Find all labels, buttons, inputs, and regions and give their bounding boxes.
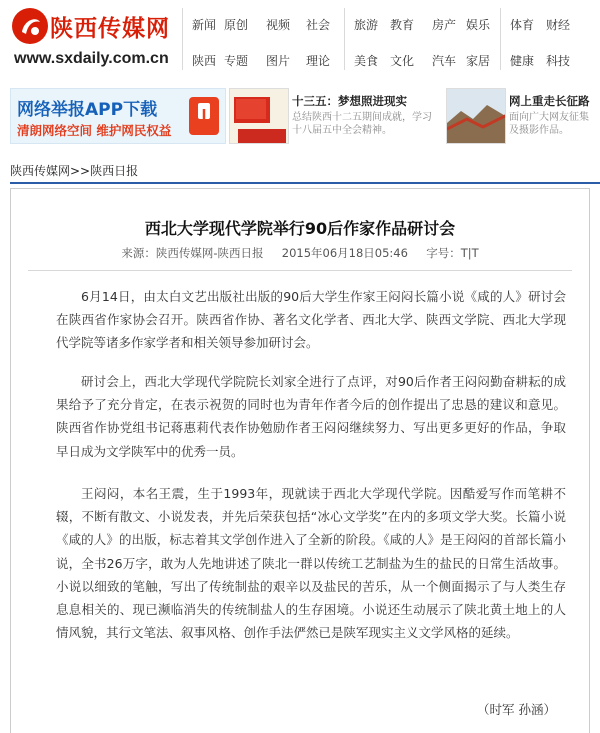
font-size-toggle[interactable]: 字号：T|T bbox=[426, 246, 479, 260]
nav-link-news[interactable]: 新闻 bbox=[192, 18, 217, 32]
site-logo[interactable] bbox=[10, 6, 178, 74]
article-author: （时军 孙涵） bbox=[477, 702, 556, 717]
nav-divider bbox=[500, 8, 501, 70]
meta-divider bbox=[28, 270, 572, 271]
breadcrumb-divider bbox=[10, 182, 600, 184]
nav-link-video[interactable]: 视频 bbox=[266, 18, 291, 32]
article-source: 来源：陕西传媒网-陕西日报 bbox=[121, 246, 264, 260]
great-wall-photo-icon bbox=[447, 89, 506, 144]
promo-title-longmarch[interactable]: 网上重走长征路 bbox=[509, 94, 590, 108]
promo-desc-dream-1: 总结陕西十二五期间成就，学习 bbox=[292, 112, 432, 123]
promo-desc-longmarch-1: 面向广大网友征集 bbox=[509, 112, 589, 123]
nav-link-auto[interactable]: 汽车 bbox=[432, 54, 457, 68]
promo-desc-dream-2: 十八届五中全会精神。 bbox=[292, 125, 392, 136]
site-header bbox=[0, 0, 600, 80]
nav-link-food[interactable]: 美食 bbox=[354, 54, 379, 68]
logo-url: www.sxdaily.com.cn bbox=[14, 50, 169, 67]
nav-link-entertainment[interactable]: 娱乐 bbox=[466, 18, 491, 32]
nav-link-realestate[interactable]: 房产 bbox=[432, 18, 457, 32]
nav-link-topics[interactable]: 专题 bbox=[224, 54, 249, 68]
article-meta bbox=[0, 245, 600, 261]
nav-divider bbox=[344, 8, 345, 70]
logo-text: 陕西传媒网 bbox=[50, 16, 170, 42]
nav-link-theory[interactable]: 理论 bbox=[306, 54, 331, 68]
logo-mark-icon bbox=[10, 6, 50, 46]
promo-image-longmarch[interactable] bbox=[446, 88, 506, 144]
download-app-icon bbox=[189, 97, 219, 135]
ad-title: 网络举报APP下载 bbox=[17, 100, 158, 120]
article-paragraph: 6月14日，由太白文艺出版社出版的90后大学生作家王闷闷长篇小说《咸的人》研讨会在陕西省作家协会召开。陕西省作协、著名文化学者、西北大学、陕西文学院、西北大学现代学院等诸多作家学者和相关领导参加研讨会。 bbox=[56, 289, 566, 351]
promo-title-dream[interactable]: 十三五：梦想照进现实 bbox=[292, 94, 407, 108]
banner-strip bbox=[0, 84, 600, 148]
promo-desc-longmarch-2: 及摄影作品。 bbox=[509, 125, 569, 136]
nav-link-health[interactable]: 健康 bbox=[510, 54, 535, 68]
nav-link-tech[interactable]: 科技 bbox=[546, 54, 571, 68]
nav-link-photos[interactable]: 图片 bbox=[266, 54, 291, 68]
nav-divider bbox=[182, 8, 183, 70]
breadcrumb[interactable]: 陕西传媒网>>陕西日报 bbox=[10, 164, 139, 178]
nav-link-original[interactable]: 原创 bbox=[224, 18, 249, 32]
nav-link-culture[interactable]: 文化 bbox=[390, 54, 415, 68]
nav-link-sports[interactable]: 体育 bbox=[510, 18, 535, 32]
article-title: 西北大学现代学院举行90后作家作品研讨会 bbox=[144, 219, 456, 238]
article-paragraph: 研讨会上，西北大学现代学院院长刘家全进行了点评，对90后作者王闷闷勤奋耕耘的成果给予了充分肯定，在表示祝贺的同时也为青年作者今后的创作提出了忠恳的建议和意见。陕西省作协党组书记蒋惠莉代表作协勉励作者王闷闷继续努力、写出更多更好的作品，争取早日成为文学陕军中的优秀一员。 bbox=[56, 374, 566, 459]
promo-image-dream[interactable] bbox=[229, 88, 289, 144]
article-paragraph: 王闷闷，本名王震，生于1993年，现就读于西北大学现代学院。因酷爱写作而笔耕不辍，不断有散文、小说发表，并先后荣获包括“冰心文学奖”在内的多项文学大奖。长篇小说《咸的人》的出版，标志着其文学创作进入了全新的阶段。《咸的人》是王闷闷的首部长篇小说，全书26万字，敢为人先地讲述了陕北一群以传统工艺制盐为生的盐民的日常生活故事。小说以细致的笔触，写出了传统制盐的艰辛以及盐民的苦乐，从一个侧面揭示了与人类生存息息相关的、现已濒临消失的传统制盐人的生存困境。小说还生动展示了陕北黄土地上的人情风貌，其行文笔法、叙事风格、创作手法俨然已是陕军现实主义文学风格的延续。 bbox=[56, 486, 566, 641]
report-app-ad[interactable] bbox=[10, 88, 226, 144]
nav-link-home[interactable]: 家居 bbox=[466, 54, 491, 68]
article-datetime: 2015年06月18日05:46 bbox=[281, 246, 408, 260]
nav-link-education[interactable]: 教育 bbox=[390, 18, 415, 32]
nav-link-shaanxi[interactable]: 陕西 bbox=[192, 54, 217, 68]
nav-link-finance[interactable]: 财经 bbox=[546, 18, 571, 32]
nav-link-travel[interactable]: 旅游 bbox=[354, 18, 379, 32]
nav-link-society[interactable]: 社会 bbox=[306, 18, 331, 32]
ad-subtitle: 清朗网络空间 维护网民权益 bbox=[17, 123, 172, 138]
flag-photo-icon bbox=[230, 89, 289, 144]
